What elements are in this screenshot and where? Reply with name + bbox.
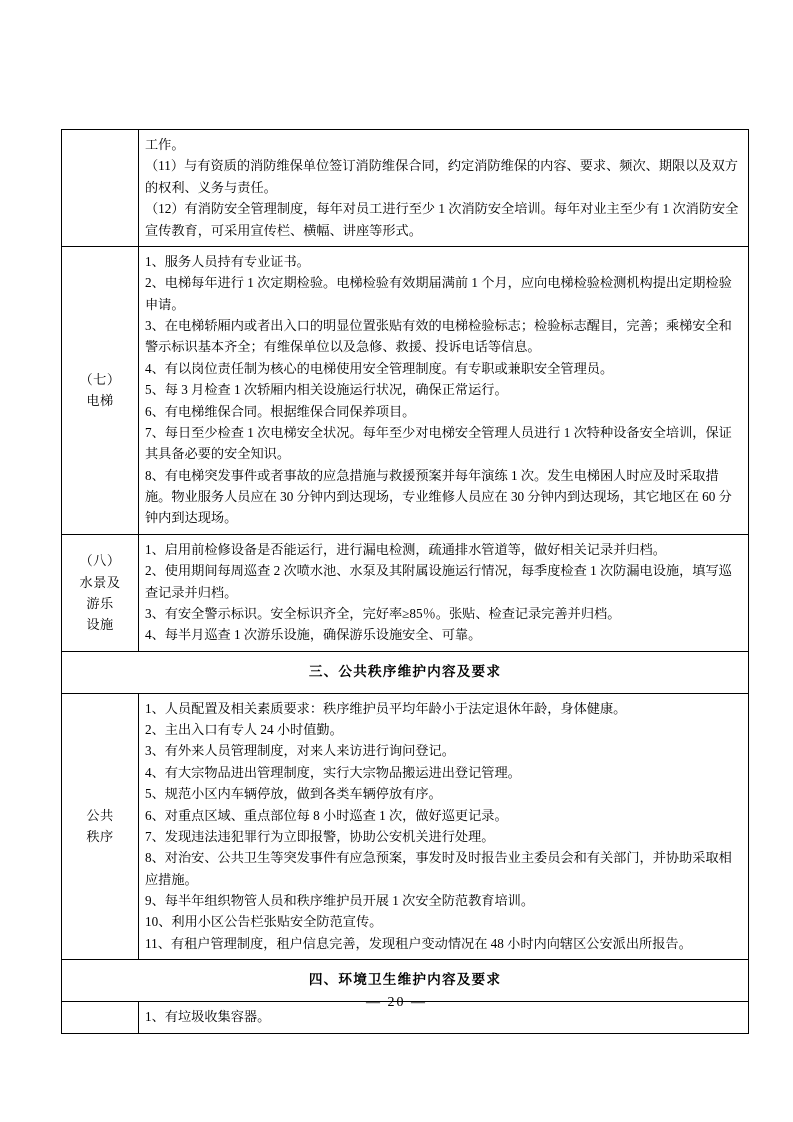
row-content-cell [139,130,749,247]
section-heading-environment: 四、环境卫生维护内容及要求 [62,960,749,1002]
content-line: 7、发现违法违犯罪行为立即报警，协助公安机关进行处理。 [145,828,495,844]
row-content-cell-elevator [139,246,749,534]
content-line: 8、有电梯突发事件或者事故的应急措施与救援预案并每年演练 1 次。发生电梯困人时应及时采取措施。物业服务人员应在 30 分钟内到达现场，专业维修人员应在 30 分钟内到达现场，其它地区在 60 分钟内到达现场。 [145,467,732,526]
content-line: 6、有电梯维保合同。根据维保合同保养项目。 [145,403,416,419]
content-line: 4、有大宗物品进出管理制度，实行大宗物品搬运进出登记管理。 [145,764,521,780]
content-line: 9、每半年组织物管人员和秩序维护员开展 1 次安全防范教育培训。 [145,893,535,909]
label-line: 设施 [86,616,114,632]
label-line: （八） [79,553,121,569]
label-line: 秩序 [86,829,114,845]
row-label-cell-water-amusement [62,534,139,651]
content-line: 7、每日至少检查 1 次电梯安全状况。每年至少对电梯安全管理人员进行 1 次特种设备安全培训，保证其具备必要的安全知识。 [145,424,732,462]
table-row [62,130,749,247]
content-line: 10、利用小区公告栏张贴安全防范宣传。 [145,914,383,930]
content-line: 2、电梯每年进行 1 次定期检验。电梯检验有效期届满前 1 个月，应向电梯检验检测机构提出定期检验申请。 [145,275,732,312]
content-line: 1、启用前检修设备是否能运行，进行漏电检测，疏通排水管道等，做好相关记录并归档。 [145,541,666,557]
table-body [62,130,749,1034]
content-line: 5、每 3 月检查 1 次轿厢内相关设施运行状况，确保正常运行。 [145,382,508,398]
row-label-cell-elevator [62,246,139,534]
page-number: — 20 — [366,995,427,1010]
row-content-cell-water-amusement [139,534,749,651]
content-line: （11）与有资质的消防维保单位签订消防维保合同，约定消防维保的内容、要求、频次、期限以及双方的权利、义务与责任。 [145,158,738,195]
table-row-public-order [62,693,749,960]
table-row-water-amusement [62,534,749,651]
content-line: 1、有垃圾收集容器。 [145,1009,271,1025]
content-line: 工作。 [145,137,185,152]
content-line: 5、规范小区内车辆停放，做到各类车辆停放有序。 [145,786,442,802]
content-line: 2、主出入口有专人 24 小时值勤。 [145,722,343,738]
section-heading-public-order: 三、公共秩序维护内容及要求 [62,651,749,693]
content-line: 4、每半月巡查 1 次游乐设施，确保游乐设施安全、可靠。 [145,627,482,643]
label-line: 公共 [86,808,114,824]
content-line: 3、有安全警示标识。安全标识齐全，完好率≥85％。张贴、检查记录完善并归档。 [145,605,621,621]
row-label-cell [62,130,139,247]
label-line: 游乐 [86,595,114,611]
content-line: 11、有租户管理制度，租户信息完善，发现租户变动情况在 48 小时内向辖区公安派出所报告。 [145,935,692,951]
label-line: （七） [79,372,121,388]
label-line: 电梯 [86,393,114,409]
table-row-elevator [62,246,749,534]
row-content-cell-public-order [139,693,749,960]
content-line: 1、人员配置及相关素质要求：秩序维护员平均年龄小于法定退休年龄，身体健康。 [145,700,627,716]
content-line: 2、使用期间每周巡查 2 次喷水池、水泵及其附属设施运行情况，每季度检查 1 次防漏电设施，填写巡查记录并归档。 [145,563,732,600]
table-row-section-three [62,651,749,693]
content-line: 6、对重点区域、重点部位每 8 小时巡查 1 次，做好巡更记录。 [145,807,508,823]
row-label-cell-public-order [62,693,139,960]
service-standards-table [61,129,749,1034]
content-line: 8、对治安、公共卫生等突发事件有应急预案，事发时及时报告业主委员会和有关部门，并协助采取相应措施。 [145,850,732,887]
content-line: （12）有消防安全管理制度，每年对员工进行至少 1 次消防安全培训。每年对业主至少有 1 次消防安全宣传教育，可采用宣传栏、横幅、讲座等形式。 [145,201,739,238]
content-line: 3、在电梯轿厢内或者出入口的明显位置张贴有效的电梯检验标志；检验标志醒目，完善；乘梯安全和警示标识基本齐全；有维保单位以及急修、救援、投诉电话等信息。 [145,318,732,355]
content-line: 4、有以岗位责任制为核心的电梯使用安全管理制度。有专职或兼职安全管理员。 [145,360,614,376]
content-line: 1、服务人员持有专业证书。 [145,253,310,269]
label-line: 水景及 [79,574,121,590]
content-line: 3、有外来人员管理制度，对来人来访进行询问登记。 [145,743,455,759]
